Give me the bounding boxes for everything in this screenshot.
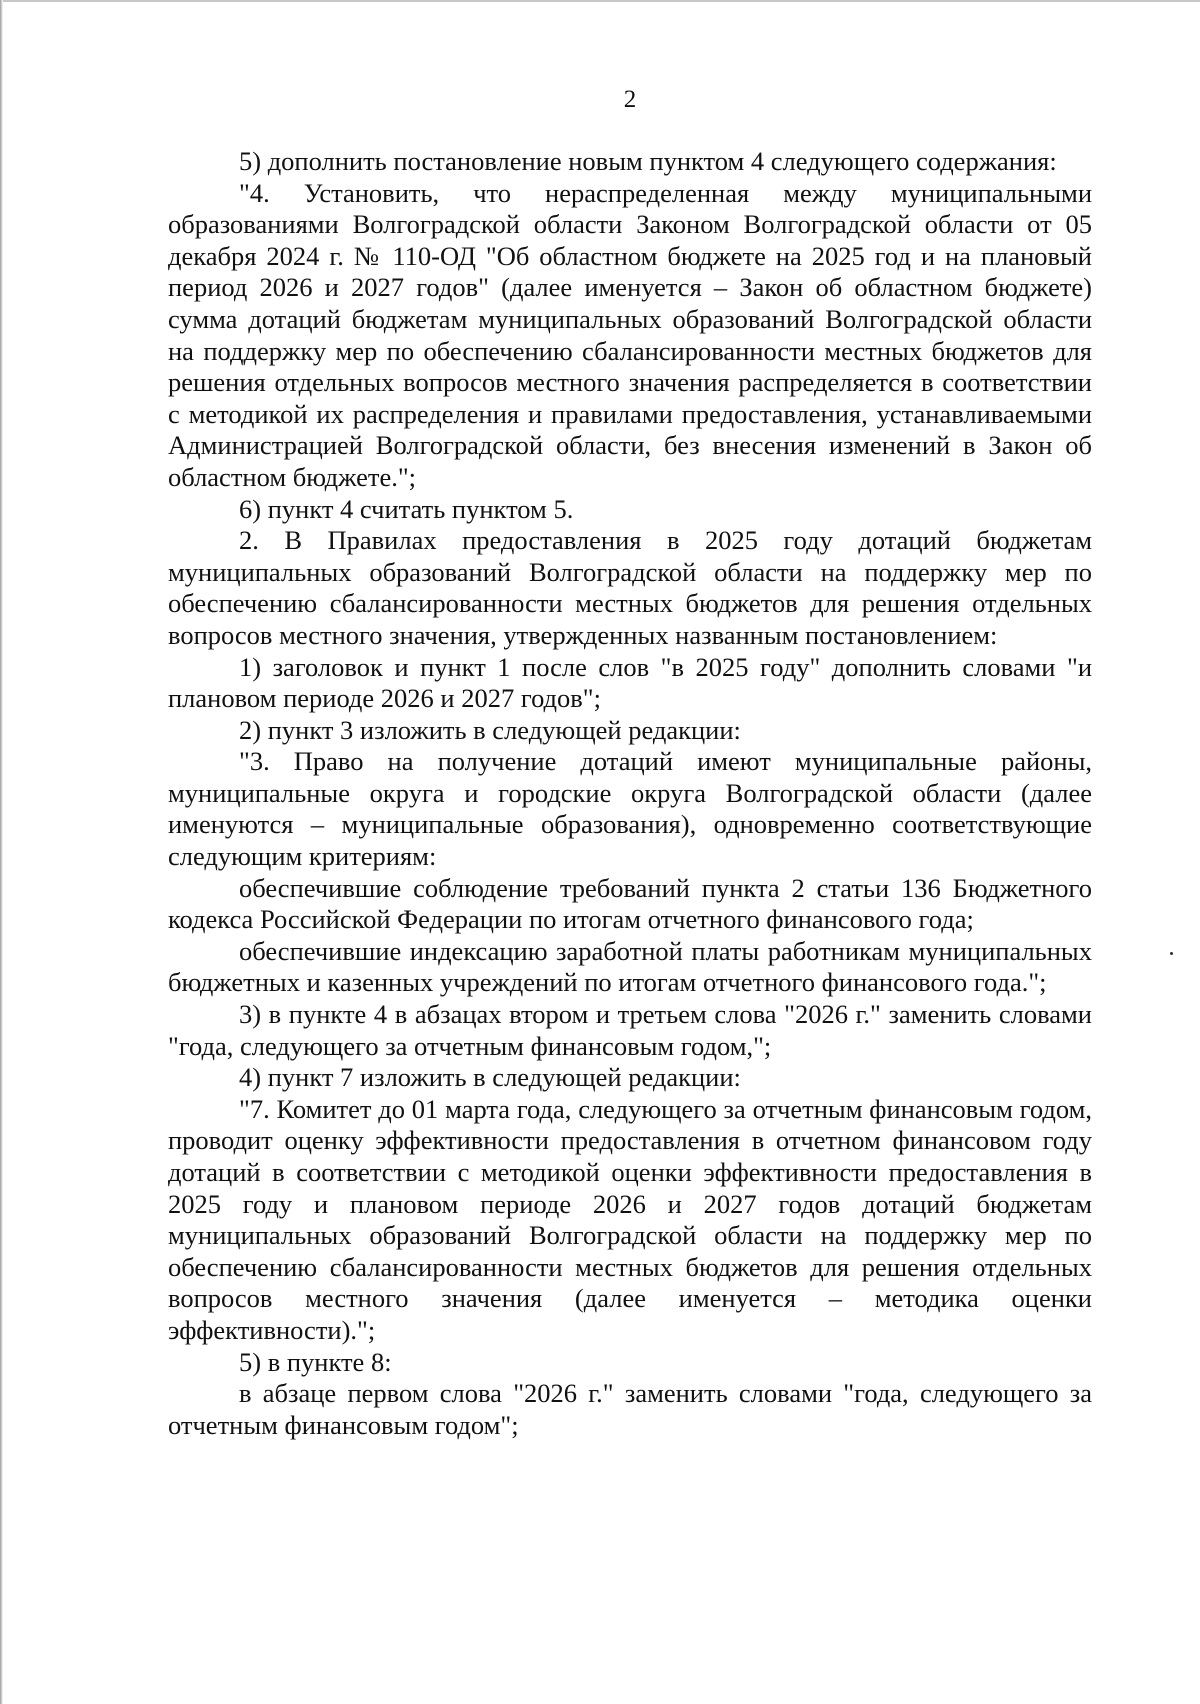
page-number: 2 [623,86,637,113]
paragraph-sub-3: 3) в пункте 4 в абзацах втором и третьем слова "2026 г." заменить словами "года, следующего за отчетным финансовым годом,"; [168,999,1092,1061]
paragraph-criterion-1: обеспечившие соблюдение требований пункта 2 статьи 136 Бюджетного кодекса Российской Федерации по итогам отчетного финансового года; [168,872,1092,935]
paragraph-point-7: "7. Комитет до 01 марта года, следующего за отчетным финансовым годом, проводит оценку эффективности предоставления в отчетном финансовом году дотаций в соответствии с методикой оценки эффективности предоставления в 2025 году и плановом периоде 2026 и 2027 годов дотаций бюджетам муниципальных образований Волгоградской области на поддержку мер по обеспечению сбалансированности местных бюджетов для решения отдельных вопросов местного значения (далее именуется – методика оценки эффективности)."; [168,1093,1092,1345]
paragraph-point-8-first: в абзаце первом слова "2026 г." заменить словами "года, следующего за отчетным финансовым годом"; [168,1378,1092,1440]
scan-speck [1170,952,1173,955]
paragraph-sub-5: 5) в пункте 8: [239,1346,392,1377]
paragraph-item-5-addition: 5) дополнить постановление новым пунктом 4 следующего содержания: [239,146,1057,176]
paragraph-item-6: 6) пункт 4 считать пунктом 5. [239,493,574,524]
paragraph-criterion-2: обеспечившие индексацию заработной платы работникам муниципальных бюджетных и казенных учреждений по итогам отчетного финансового года."; [168,935,1092,998]
paragraph-sub-1: 1) заголовок и пункт 1 после слов "в 2025 году" дополнить словами "и плановом периоде 2026 и 2027 годов"; [168,651,1092,714]
document-body [168,146,1092,1441]
paragraph-sub-2: 2) пункт 3 изложить в следующей редакции: [239,714,741,745]
scan-edge-left [0,0,3,1704]
paragraph-section-2: 2. В Правилах предоставления в 2025 году дотаций бюджетам муниципальных образований Волгоградской области на поддержку мер по обеспечению сбалансированности местных бюджетов для решения отдельных вопросов местного значения, утвержденных названным постановлением: [168,525,1092,650]
scan-edge-top [0,0,1200,2]
paragraph-point-3: "3. Право на получение дотаций имеют муниципальные районы, муниципальные округа и городские округа Волгоградской области (далее именуются – муниципальные образования), одновременно соответствующие следующим критериям: [168,746,1092,872]
paragraph-new-point-4: "4. Установить, что нераспределенная между муниципальными образованиями Волгоградской области Законом Волгоградской области от 05 декабря 2024 г. № 110-ОД "Об областном бюджете на 2025 год и на плановый период 2026 и 2027 годов" (далее именуется – Закон об областном бюджете) сумма дотаций бюджетам муниципальных образований Волгоградской области на поддержку мер по обеспечению сбалансированности местных бюджетов для решения отдельных вопросов местного значения распределяется в соответствии с методикой их распределения и правилами предоставления, устанавливаемыми Администрацией Волгоградской области, без внесения изменений в Закон об областном бюджете."; [168,177,1092,492]
paragraph-sub-4: 4) пункт 7 изложить в следующей редакции: [239,1062,741,1093]
